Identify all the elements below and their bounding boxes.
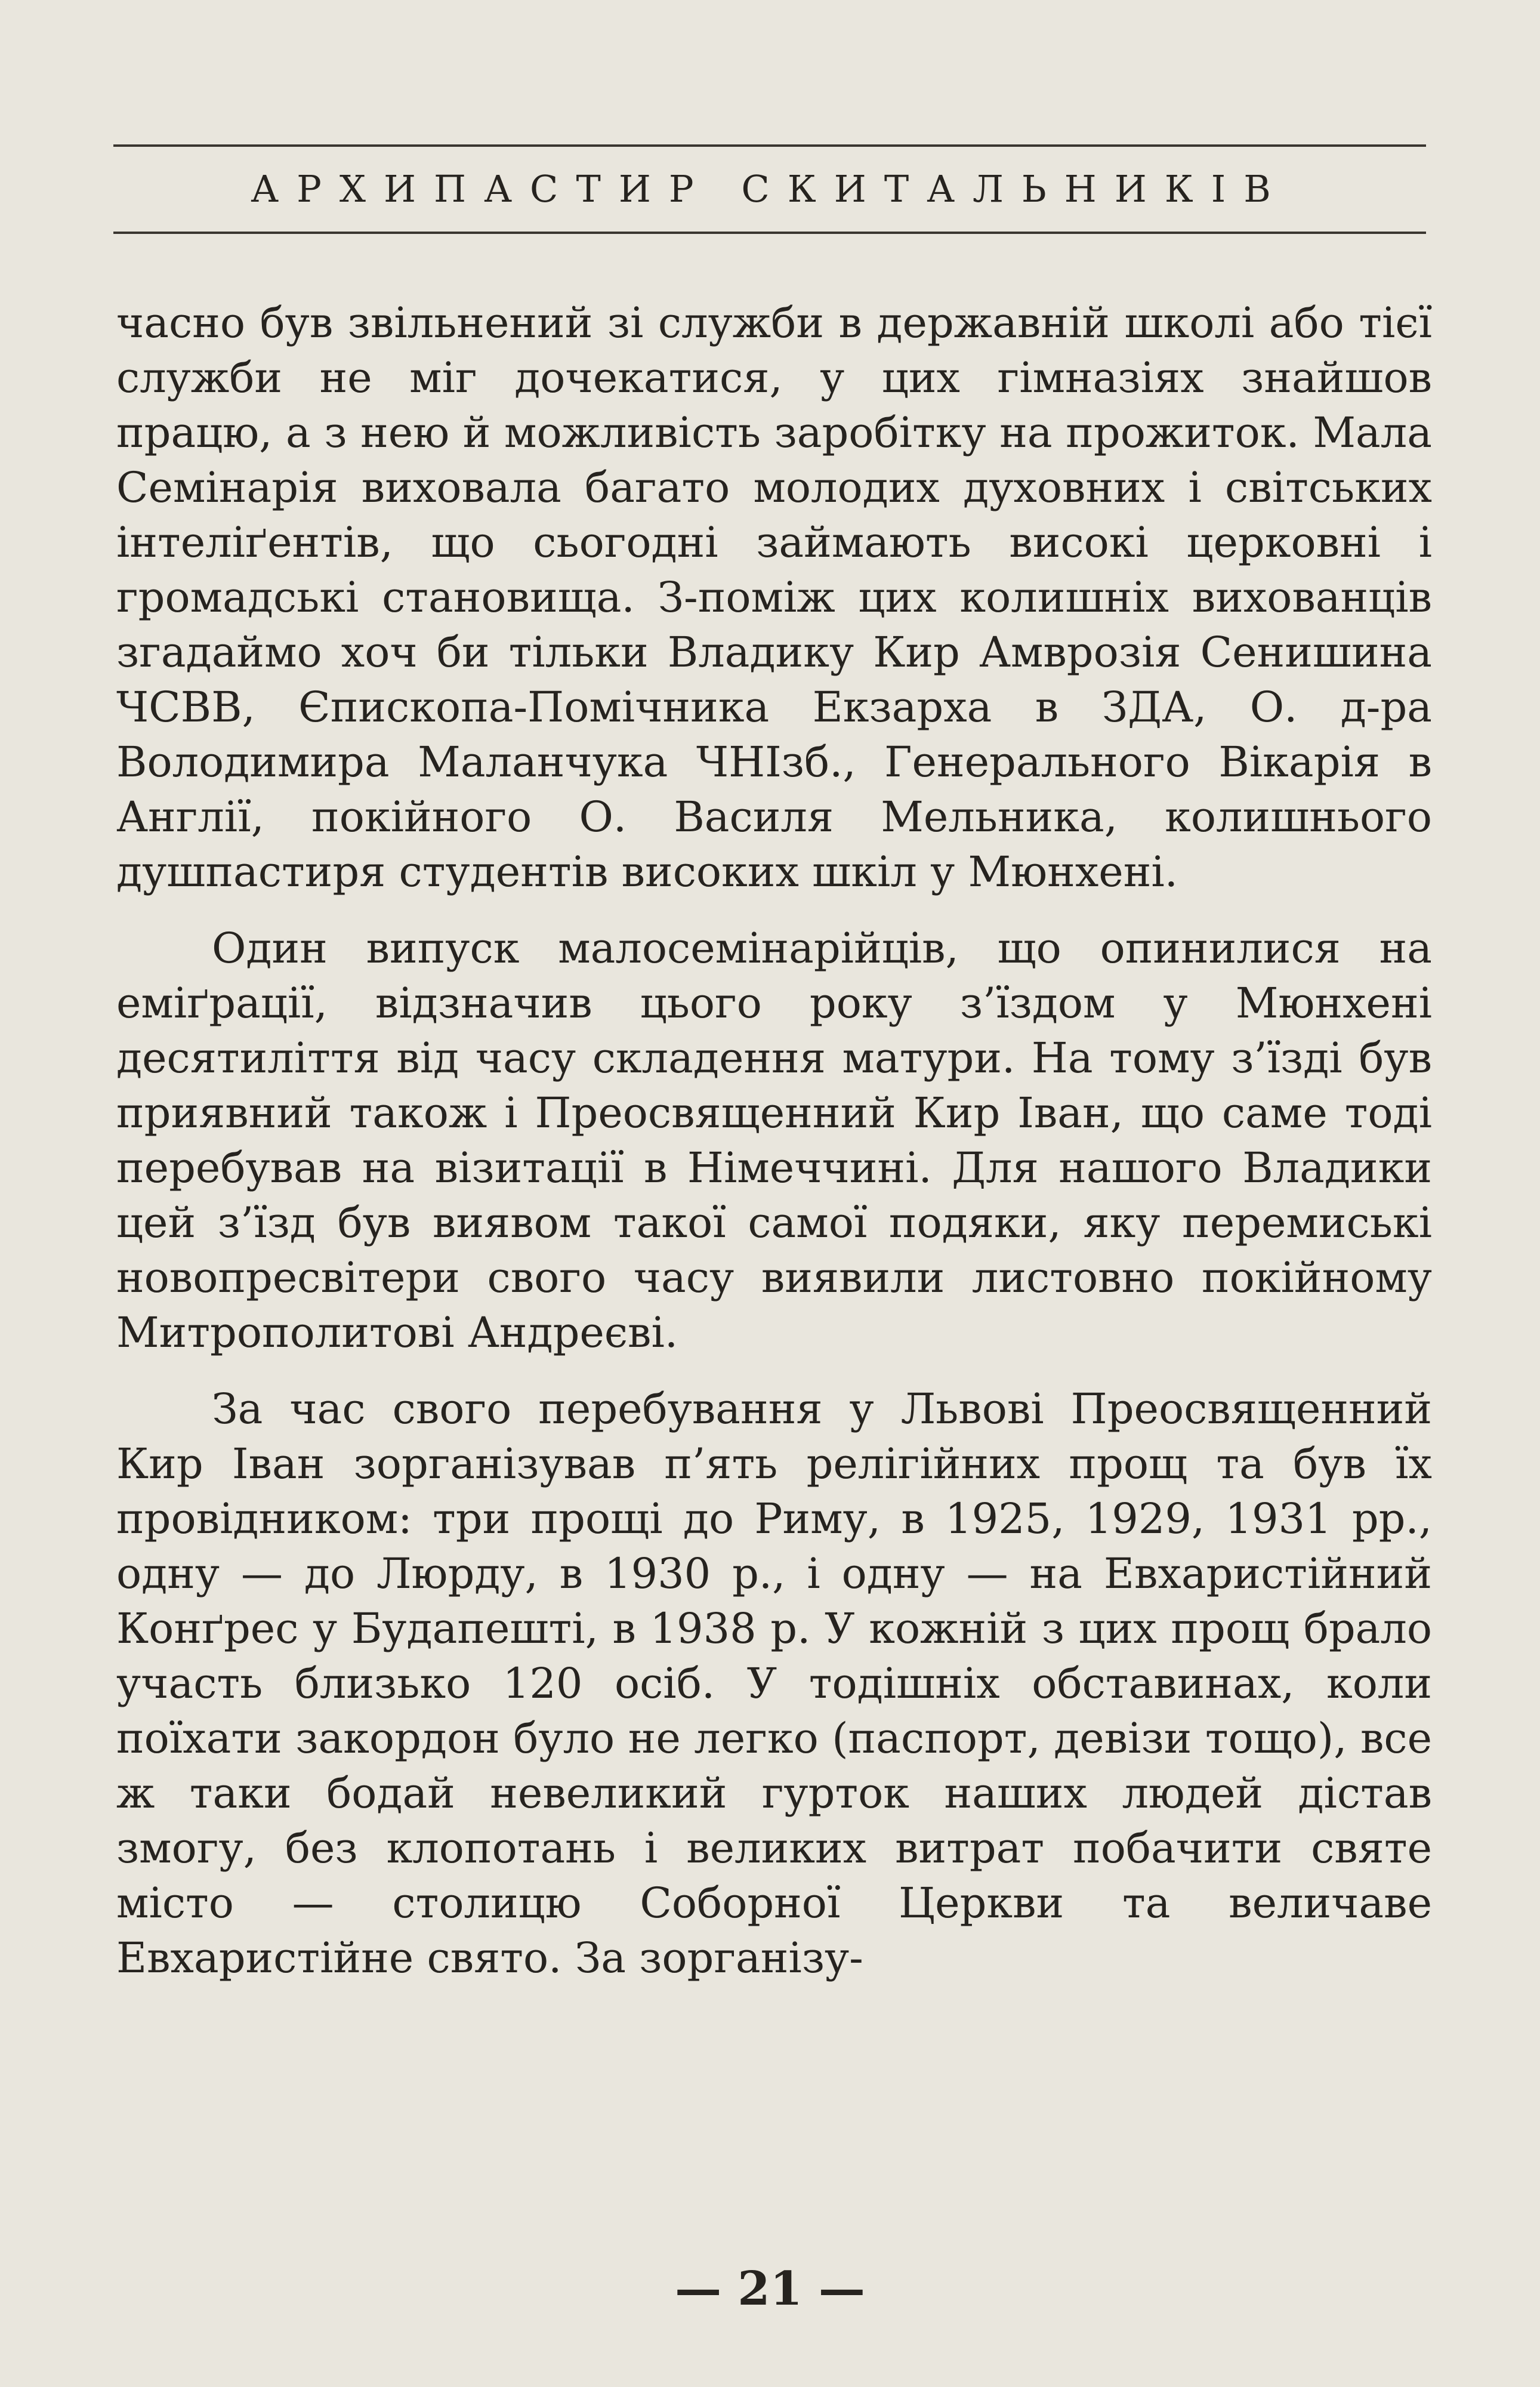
header-rule-bottom [113, 232, 1426, 234]
paragraph-3: За час свого перебування у Львові Преосвященний Кир Іван зорганізував п’ять релігійних прощ та був їх провідником: три прощі до Риму, в 1925, 1929, 1931 рр., одну — до Люрду, в 1930 р., і одну — на Евхаристійний Конґрес у Будапешті, в 1938 р. У кожній з цих прощ брало участь близько 120 осіб. У тодішніх обставинах, коли поїхати закордон було не легко (паспорт, девізи тощо), все ж таки бодай невеликий гурток наших людей дістав змогу, без клопотань і великих витрат побачити святе місто — столицю Соборної Церкви та величаве Евхаристійне свято. За зорганізу- [116, 1384, 1432, 1982]
header-rule-top [113, 144, 1426, 147]
page-body [116, 295, 1432, 1985]
paragraph-2: Один випуск малосемінарійців, що опинилися на еміґрації, відзначив цього року з’їздом у Мюнхені десятиліття від часу складення матури. На тому з’їзді був приявний також і Преосвященний Кир Іван, що саме тоді перебував на візитації в Німеччині. Для нашого Владики цей з’їзд був виявом такої самої подяки, яку перемиські новопресвітери свого часу виявили листовно покійному Митрополитові Андреєві. [116, 924, 1432, 1357]
paragraph-1: часно був звільнений зі служби в державній школі або тієї служби не міг дочекатися, у цих гімназіях знайшов працю, а з нею й можливість заробітку на прожиток. Мала Семінарія виховала багато молодих духовних і світських інтеліґентів, що сьогодні займають високі церковні і громадські становища. З-поміж цих колишніх вихованців згадаймо хоч би тільки Владику Кир Амврозія Сенишина ЧСВВ, Єпископа-Помічника Екзарха в ЗДА, О. д-ра Володимира Маланчука ЧНІзб., Генерального Вікарія в Англії, покійного О. Василя Мельника, колишнього душпастиря студентів високих шкіл у Мюнхені. [116, 298, 1432, 896]
page-number: — 21 — [675, 2262, 865, 2316]
running-head: АРХИПАСТИР СКИТАЛЬНИКІВ [251, 167, 1289, 211]
